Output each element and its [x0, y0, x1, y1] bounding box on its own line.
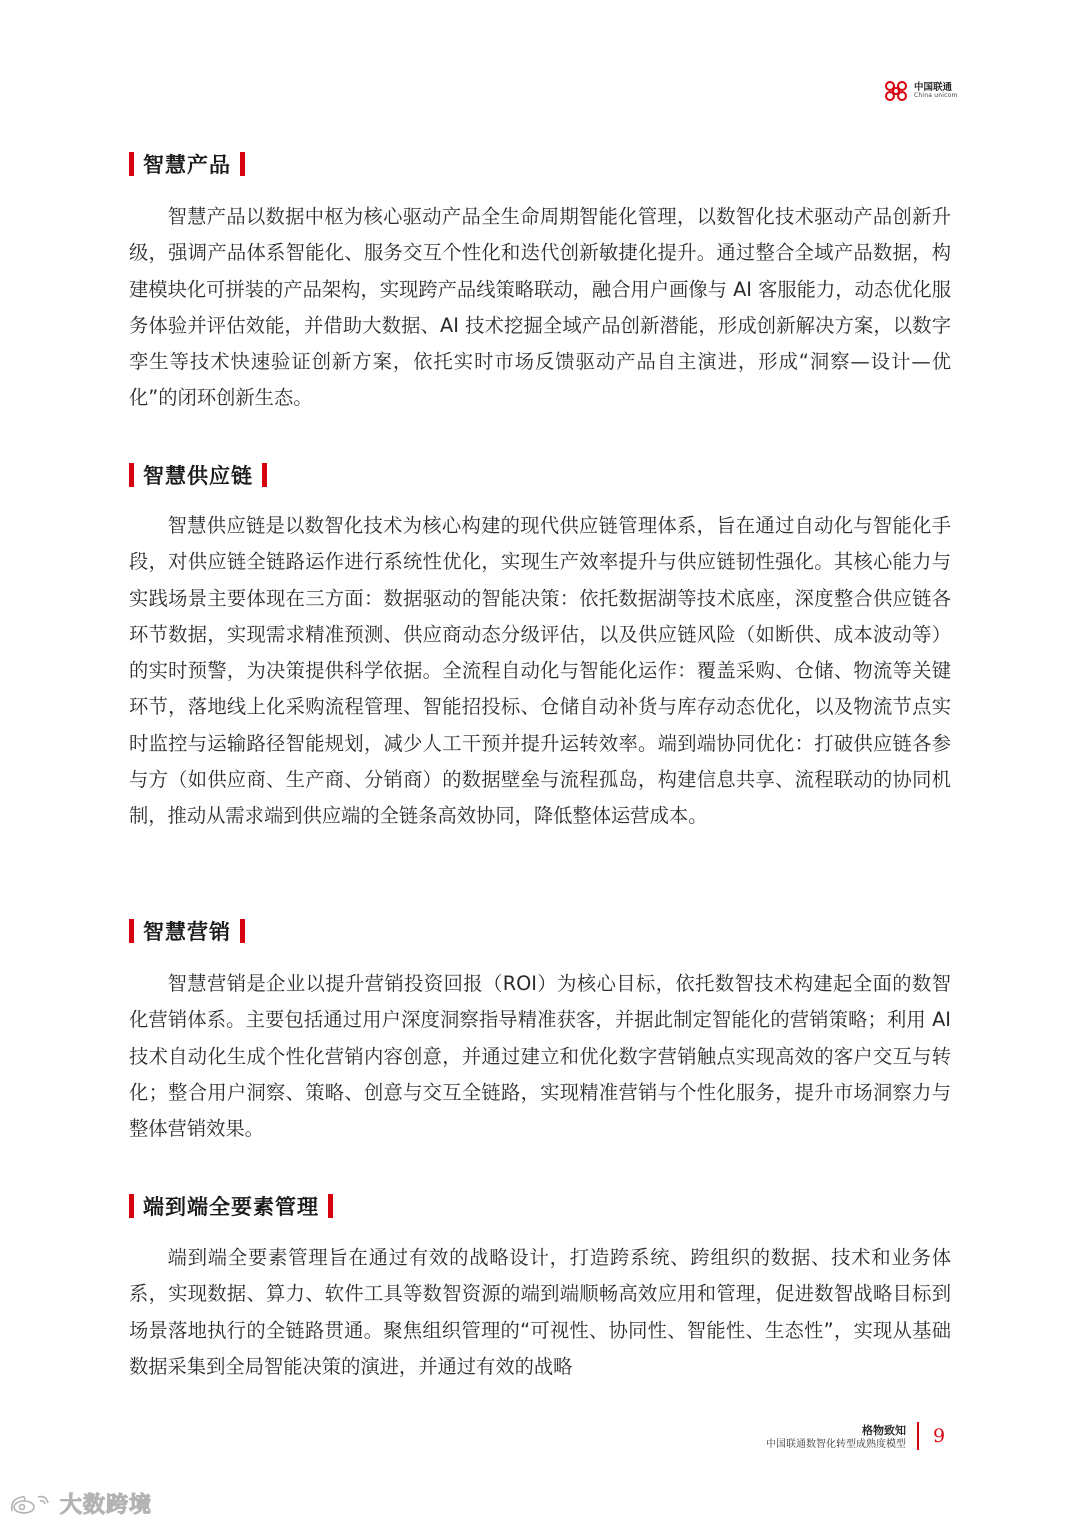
title-bar-right — [240, 919, 245, 943]
logo-name-cn: 中国联通 — [914, 81, 953, 93]
footer-divider — [917, 1422, 919, 1450]
title-bar-right — [262, 463, 267, 487]
title-bar-left — [129, 152, 134, 176]
footer-line-1: 格物致知 — [862, 1424, 906, 1437]
title-bar-right — [328, 1194, 333, 1218]
title-bar-right — [240, 152, 245, 176]
section-title-e2e-management — [129, 1193, 333, 1219]
unicom-knot-icon — [881, 78, 911, 104]
section-title-smart-marketing — [129, 918, 245, 944]
title-bar-left — [129, 919, 134, 943]
section-title-text: 智慧供应链 — [143, 464, 253, 488]
section-title-text: 智慧营销 — [143, 920, 231, 944]
page-number: 9 — [933, 1425, 946, 1447]
footer-caption — [766, 1425, 906, 1450]
china-unicom-logo — [881, 78, 958, 104]
weibo-logo-icon — [8, 1491, 58, 1517]
title-bar-left — [129, 1194, 134, 1218]
footer-line-2: 中国联通数智化转型成熟度模型 — [766, 1439, 906, 1450]
section-body-e2e-management: 端到端全要素管理旨在通过有效的战略设计，打造跨系统、跨组织的数据、技术和业务体系，实现数据、算力、软件工具等数智资源的端到端顺畅高效应用和管理，促进数智战略目标到场景落地执行的全链路贯通。聚焦组织管理的“可视性、协同性、智能性、生态性”，实现从基础数据采集到全局智能决策的演进，并通过有效的战略 — [129, 1246, 951, 1378]
section-body-smart-marketing: 智慧营销是企业以提升营销投资回报（ROI）为核心目标，依托数智技术构建起全面的数智化营销体系。主要包括通过用户深度洞察指导精准获客，并据此制定智能化的营销策略；利用 AI 技术自动化生成个性化营销内容创意，并通过建立和优化数字营销触点实现高效的客户交互与转化；整合用户洞察、策略、创意与交互全链路，实现精准营销与个性化服务，提升市场洞察力与整体营销效果。 — [129, 972, 951, 1141]
section-body-smart-product: 智慧产品以数据中枢为核心驱动产品全生命周期智能化管理，以数智化技术驱动产品创新升级，强调产品体系智能化、服务交互个性化和迭代创新敏捷化提升。通过整合全域产品数据，构建模块化可拼装的产品架构，实现跨产品线策略联动，融合用户画像与 AI 客服能力，动态优化服务体验并评估效能，并借助大数据、AI 技术挖掘全域产品创新潜能，形成创新解决方案，以数字孪生等技术快速验证创新方案，依托实时市场反馈驱动产品自主演进，形成“洞察—设计—优化”的闭环创新生态。 — [129, 205, 951, 410]
logo-name-en: China unicom — [914, 92, 958, 100]
section-title-smart-product — [129, 151, 245, 177]
section-body-smart-supply-chain: 智慧供应链是以数智化技术为核心构建的现代供应链管理体系，旨在通过自动化与智能化手段，对供应链全链路运作进行系统性优化，实现生产效率提升与供应链韧性强化。其核心能力与实践场景主要体现在三方面：数据驱动的智能决策：依托数据湖等技术底座，深度整合供应链各环节数据，实现需求精准预测、供应商动态分级评估，以及供应链风险（如断供、成本波动等）的实时预警，为决策提供科学依据。全流程自动化与智能化运作：覆盖采购、仓储、物流等关键环节，落地线上化采购流程管理、智能招投标、仓储自动补货与库存动态优化，以及物流节点实时监控与运输路径智能规划，减少人工干预并提升运转效率。端到端协同优化：打破供应链各参与方（如供应商、生产商、分销商）的数据壁垒与流程孤岛，构建信息共享、流程联动的协同机制，推动从需求端到供应端的全链条高效协同，降低整体运营成本。 — [129, 514, 951, 828]
section-title-smart-supply-chain — [129, 462, 267, 488]
section-title-text: 端到端全要素管理 — [143, 1195, 319, 1219]
section-title-text: 智慧产品 — [143, 153, 231, 177]
watermark-text: 大数跨境 — [60, 1493, 153, 1518]
watermark — [8, 1488, 152, 1519]
title-bar-left — [129, 463, 134, 487]
